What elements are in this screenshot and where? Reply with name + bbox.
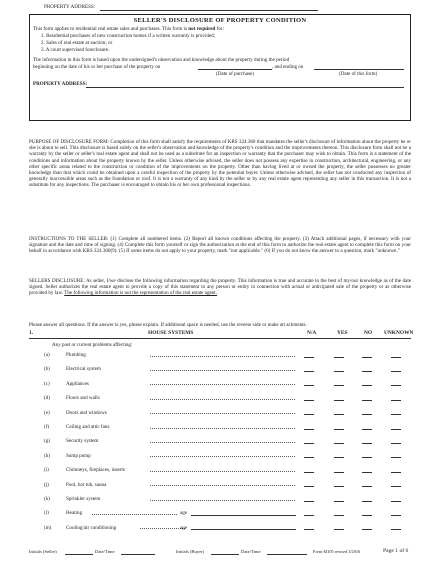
date-of-purchase-line[interactable] <box>198 69 272 70</box>
yes-answer-line[interactable] <box>334 414 344 415</box>
property-address-line[interactable] <box>100 10 318 11</box>
na-answer-line[interactable] <box>304 529 314 530</box>
row-label: Floors and walls <box>66 395 100 402</box>
no-answer-line[interactable] <box>362 385 372 386</box>
footer-page-number: Page 1 of 6 <box>383 548 409 554</box>
applies-item-3: 3. A court supervised foreclosure. <box>41 47 110 53</box>
unknown-answer-line[interactable] <box>391 385 401 386</box>
house-system-row <box>44 366 101 372</box>
na-answer-line[interactable] <box>304 357 314 358</box>
no-answer-line[interactable] <box>362 515 372 516</box>
row-letter: (h) <box>44 452 50 459</box>
footer-initials-seller-label: Initials (Seller) <box>29 549 57 554</box>
row-age-line[interactable] <box>191 529 296 530</box>
row-dot-leader <box>150 442 295 443</box>
row-dot-leader <box>150 456 295 457</box>
na-answer-line[interactable] <box>304 371 314 372</box>
house-system-row <box>44 395 100 401</box>
yes-answer-line[interactable] <box>334 385 344 386</box>
house-system-row <box>44 467 125 473</box>
footer-initials-seller <box>29 549 57 555</box>
box-property-address-line[interactable] <box>86 87 404 88</box>
applies-prefix: This form applies to residential real estate sales and purchases. This form is <box>33 26 189 32</box>
house-system-row <box>44 453 91 459</box>
row-letter: (m) <box>44 524 52 531</box>
yes-answer-line[interactable] <box>334 429 344 430</box>
no-answer-line[interactable] <box>362 472 372 473</box>
date-of-purchase-label: (Date of purchase) <box>216 71 254 77</box>
no-answer-line[interactable] <box>362 357 372 358</box>
row-letter: (g) <box>44 438 50 445</box>
unknown-answer-line[interactable] <box>391 529 401 530</box>
row-age-label: age <box>180 524 188 531</box>
unknown-answer-line[interactable] <box>391 371 401 372</box>
footer-date-time-2-line[interactable] <box>267 554 307 555</box>
no-answer-line[interactable] <box>362 400 372 401</box>
unknown-answer-line[interactable] <box>391 429 401 430</box>
house-system-row <box>44 438 98 444</box>
house-system-row <box>44 525 116 531</box>
na-answer-line[interactable] <box>304 515 314 516</box>
yes-answer-line[interactable] <box>334 400 344 401</box>
row-letter: (d) <box>44 395 50 402</box>
row-letter: (j) <box>44 481 49 488</box>
no-answer-line[interactable] <box>362 457 372 458</box>
section-title: HOUSE SYSTEMS <box>148 330 194 336</box>
section-number: 1. <box>29 330 34 336</box>
row-label: Sump pump <box>66 452 91 459</box>
yes-answer-line[interactable] <box>334 457 344 458</box>
section-header-rule <box>29 338 411 339</box>
row-label: Chimneys, fireplaces, inserts <box>66 467 125 474</box>
row-dot-leader <box>150 471 295 472</box>
row-letter: (c) <box>44 380 50 387</box>
footer-date-time-2: Date/Time <box>241 549 261 554</box>
row-dot-leader <box>92 514 177 515</box>
row-dot-leader <box>150 384 295 385</box>
column-unknown: UNKNOWN <box>384 330 414 336</box>
yes-answer-line[interactable] <box>334 472 344 473</box>
please-answer-text: Please answer all questions. If the answer is yes, please explain. If additional space is needed, use the reverse side or make att achments. <box>29 322 307 328</box>
row-label: Cooling/air conditioning <box>66 524 117 531</box>
unknown-answer-line[interactable] <box>391 501 401 502</box>
row-age-line[interactable] <box>191 515 296 516</box>
no-answer-line[interactable] <box>362 414 372 415</box>
row-label: Appliances <box>66 380 89 387</box>
row-letter: (k) <box>44 496 50 502</box>
row-letter: (f) <box>44 424 50 430</box>
house-system-row <box>44 381 89 387</box>
row-label: Heating <box>66 510 83 517</box>
house-system-row <box>44 410 107 416</box>
box-property-address-label: PROPERTY ADDRESS: <box>33 81 88 87</box>
form-title: SELLER'S DISCLOSURE OF PROPERTY CONDITION <box>133 17 307 24</box>
section-lead: Any past or current problems affecting: <box>52 342 133 348</box>
na-answer-line[interactable] <box>304 429 314 430</box>
row-label: Electrical system <box>66 366 101 373</box>
row-label: Plumbing <box>66 352 86 358</box>
unknown-answer-line[interactable] <box>391 515 401 516</box>
column-na: N/A <box>307 330 317 336</box>
na-answer-line[interactable] <box>304 400 314 401</box>
row-letter: (l) <box>44 510 49 517</box>
house-system-row <box>44 352 86 358</box>
footer-form-id: Form M105 revised 3/2016 <box>313 549 361 554</box>
house-system-row <box>44 510 82 516</box>
row-label: Security system <box>66 438 99 445</box>
footer-initials-seller-line[interactable] <box>65 554 93 555</box>
unknown-answer-line[interactable] <box>391 457 401 458</box>
no-answer-line[interactable] <box>362 371 372 372</box>
sellers-disclosure-text: SELLERS DISCLOSURE: As seller, I/we disclose the following information regarding the property. This information is true and accurate to the best of my/our knowledge as of the date signed. Seller authorizes the real estate agent to provide a copy of this statement to any person or entity in connection with actual or anticipated sale of the property or as otherwise provided by law. <box>29 278 411 297</box>
column-no: NO <box>364 330 373 336</box>
row-dot-leader <box>150 485 295 486</box>
no-answer-line[interactable] <box>362 529 372 530</box>
unknown-answer-line[interactable] <box>391 486 401 487</box>
row-letter: (a) <box>44 352 50 358</box>
na-answer-line[interactable] <box>304 501 314 502</box>
yes-answer-line[interactable] <box>334 515 344 516</box>
property-address-label: PROPERTY ADDRESS: <box>44 4 96 10</box>
unknown-answer-line[interactable] <box>391 414 401 415</box>
na-answer-line[interactable] <box>304 486 314 487</box>
no-answer-line[interactable] <box>362 443 372 444</box>
yes-answer-line[interactable] <box>334 371 344 372</box>
no-answer-line[interactable] <box>362 429 372 430</box>
unknown-answer-line[interactable] <box>391 357 401 358</box>
date-of-form-line[interactable] <box>314 69 404 70</box>
na-answer-line[interactable] <box>304 472 314 473</box>
row-label: Sprinkler system <box>66 496 101 502</box>
applies-item-2: 2. Sales of real estate at auction; or <box>41 40 113 46</box>
row-dot-leader <box>150 428 295 429</box>
row-dot-leader <box>150 413 295 414</box>
purpose-paragraph: PURPOSE OF DISCLOSURE FORM: Completion of this form shall satisfy the requirements of KRS 324.360 that mandates the seller's disclosure of information about the property he or she is about to sell. This disclosure is based solely on the seller's observation and knowledge of the property's condition and the improvements thereon. This disclosure form shall not be a warranty by the seller or seller's real estate agent and shall not be used as a substitute for an inspection or warranty that the purchaser may wish to obtain. This form is a statement of the conditions and information about the property known by the seller. Unless otherwise advised, the seller does not possess any expertise in construction, architectural, engineering, or any other specific areas related to the construction or condition of the improvements on the property. Other than having lived at or owned the property, the seller possesses no greater knowledge than that which could be obtained upon a careful inspection of the property by the potential buyer. Unless otherwise advised, the seller has not conducted any inspection of generally inaccessible areas such as the foundation or roof. It is not a warranty of any kind by the seller or by any real estate agent representing any seller in this transaction. It is not a substitute for any inspections. The purchaser is encouraged to obtain his or her own professional inspections. <box>29 139 411 189</box>
row-label: Ceiling and attic fans <box>66 424 110 430</box>
applies-item-1: 1. Residential purchases of new construction homes if a written warranty is provided; <box>41 33 216 39</box>
row-dot-leader <box>150 356 295 357</box>
row-letter: (e) <box>44 409 50 416</box>
row-label: Doors and windows <box>66 409 107 416</box>
row-dot-leader <box>150 399 295 400</box>
footer-date-time-1-line[interactable] <box>121 554 155 555</box>
yes-answer-line[interactable] <box>334 501 344 502</box>
date-of-form-label: (Date of this form) <box>339 71 378 77</box>
yes-answer-line[interactable] <box>334 529 344 530</box>
unknown-answer-line[interactable] <box>391 400 401 401</box>
yes-answer-line[interactable] <box>334 443 344 444</box>
row-dot-leader <box>150 500 295 501</box>
row-letter: (i) <box>44 467 49 474</box>
unknown-answer-line[interactable] <box>391 443 401 444</box>
applies-bold: not required <box>188 26 216 32</box>
row-age-label: age <box>180 510 188 517</box>
no-answer-line[interactable] <box>362 501 372 502</box>
sellers-disclosure-underlined: The following information is not the representation of the real estate agent. <box>64 290 217 297</box>
yes-answer-line[interactable] <box>334 357 344 358</box>
info-line-1: The information in this form is based upon the undersigned's observation and knowledge about the property during the period <box>33 57 290 63</box>
house-system-row <box>44 482 106 488</box>
info-line-2-mid: , and ending on <box>272 64 304 70</box>
applies-text <box>33 26 224 32</box>
sellers-disclosure-paragraph <box>29 278 411 297</box>
house-system-row <box>44 496 100 502</box>
na-answer-line[interactable] <box>304 414 314 415</box>
column-yes: YES <box>337 330 348 336</box>
yes-answer-line[interactable] <box>334 486 344 487</box>
footer-initials-buyer-line[interactable] <box>211 554 239 555</box>
row-dot-leader <box>150 370 295 371</box>
info-line-2-prefix: beginning on the date of his or her purchase of the property on <box>33 64 161 70</box>
house-system-row <box>44 424 109 430</box>
row-label: Pool, hot tub, sauna <box>66 481 107 488</box>
no-answer-line[interactable] <box>362 486 372 487</box>
row-letter: (b) <box>44 366 50 373</box>
unknown-answer-line[interactable] <box>391 472 401 473</box>
na-answer-line[interactable] <box>304 443 314 444</box>
na-answer-line[interactable] <box>304 457 314 458</box>
applies-suffix: for: <box>215 26 224 32</box>
footer-date-time-1: Date/Time <box>95 549 115 554</box>
footer-initials-buyer: Initials (Buyer) <box>176 549 205 554</box>
row-dot-leader <box>140 528 185 529</box>
na-answer-line[interactable] <box>304 385 314 386</box>
instructions-paragraph: INSTRUCTIONS TO THE SELLER: (1) Complete all numbered items. (2) Report all known conditions affecting the property. (3) Attach additional pages, if necessary with your signature and the date and time of signing. (4) Complete this form yourself or sign the authorization at the end of this form to authorize the real estate agent to complete this form on your behalf in accordance with KRS 324.360(9). (5) If some items do not apply to your property, mark "not applicable." (6) If you do not know the answer to a question, mark "unknown." <box>29 236 411 255</box>
